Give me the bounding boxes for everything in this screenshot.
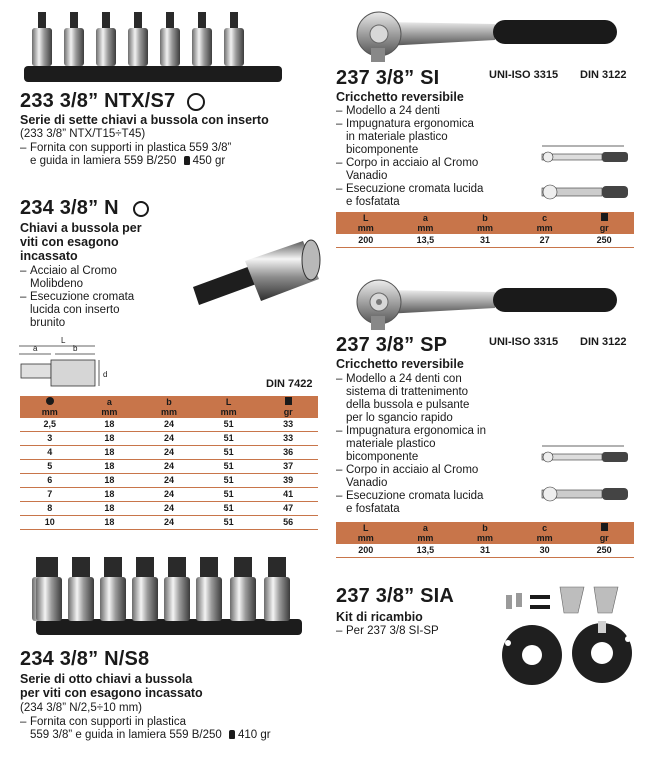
feature-line: sistema di trattenimento (346, 386, 469, 398)
feature-item (336, 105, 506, 118)
header-unit: mm (476, 533, 493, 543)
dimension-drawing (512, 440, 632, 514)
table-row (20, 488, 318, 502)
header-unit: mm (101, 407, 118, 417)
table-cell: 10 (20, 516, 80, 530)
table-cell: 18 (80, 488, 140, 502)
product-234-image (185, 235, 325, 320)
table-cell: 51 (199, 446, 259, 460)
table-cell: 51 (199, 474, 259, 488)
header-unit: mm (357, 533, 374, 543)
subtitle-line: Serie di otto chiavi a bussola (20, 672, 193, 686)
feature-line: – Corpo in acciaio al Cromo (346, 464, 479, 476)
table-cell: 6 (20, 474, 80, 488)
table-cell: 24 (139, 516, 199, 530)
product-237si-std1: UNI-ISO 3315 (489, 69, 559, 81)
feature-item (336, 425, 511, 464)
header-label: b (482, 213, 488, 223)
table-cell: 18 (80, 446, 140, 460)
product-237si-dimension-drawing (512, 140, 632, 210)
feature-line: Molibdeno (30, 278, 84, 290)
ratchet-si-illustration (345, 4, 625, 68)
feature-item (336, 157, 506, 183)
table-cell: 24 (139, 446, 199, 460)
product-237sia-title: 237 3/8” SIA (336, 585, 455, 607)
table-cell: 36 (258, 446, 318, 460)
feature-line: della bussola e pulsante (346, 399, 470, 411)
hex-symbol-icon (133, 201, 149, 217)
header-unit: mm (417, 223, 434, 233)
table-cell: 250 (574, 234, 634, 248)
table-cell: 31 (455, 544, 515, 558)
table-body (336, 544, 634, 558)
weight-icon (285, 397, 292, 405)
table-header-row (20, 396, 318, 418)
table-cell: 51 (199, 488, 259, 502)
weight-icon (229, 730, 235, 739)
header-label: L (225, 397, 232, 407)
product-237sia-features (336, 625, 496, 638)
feature-line: e fosfatata (346, 196, 400, 208)
table-cell: 51 (199, 432, 259, 446)
product-237sp-title: 237 3/8” SP (336, 334, 448, 356)
table-header-cell (396, 212, 456, 234)
table-row (20, 432, 318, 446)
header-label: b (166, 397, 172, 407)
table-cell: 24 (139, 502, 199, 516)
dimension-drawing (15, 340, 115, 395)
hex-socket-illustration (185, 235, 325, 320)
table-header-cell (139, 396, 199, 418)
dim-label-b: b (73, 344, 78, 353)
table-header-row (336, 522, 634, 544)
subtitle-line: viti con esagono (20, 235, 119, 249)
feature-item (20, 142, 320, 168)
feature-line: – Esecuzione cromata (30, 291, 135, 303)
feature-line: lucida con inserto (30, 304, 120, 316)
product-234s8-title: 234 3/8” N/S8 (20, 648, 150, 670)
product-237sp-subtitle: Cricchetto reversibile (336, 357, 464, 371)
feature-text: 559 3/8” e guida in lamiera 559 B/250 (30, 729, 222, 741)
dim-label-L: L (61, 336, 66, 345)
feature-item (336, 118, 506, 157)
header-unit: gr (599, 223, 609, 233)
product-233-title (20, 90, 205, 113)
table-header-cell (396, 522, 456, 544)
ratchet-sp-illustration (345, 272, 625, 336)
product-237sp-spec-table (336, 522, 634, 558)
table-header-cell (515, 212, 575, 234)
table-cell: 37 (258, 460, 318, 474)
header-label: L (363, 523, 369, 533)
spec-table (336, 212, 634, 248)
header-label: b (482, 523, 488, 533)
header-label: L (363, 213, 369, 223)
table-body (20, 418, 318, 530)
table-cell: 7 (20, 488, 80, 502)
table-cell: 18 (80, 516, 140, 530)
feature-line: Vanadio (346, 170, 388, 182)
header-unit: mm (220, 407, 237, 417)
header-unit: mm (417, 533, 434, 543)
feature-line (30, 155, 320, 168)
table-cell: 51 (199, 516, 259, 530)
subtitle-line: Chiavi a bussola per (20, 221, 142, 235)
product-234-title (20, 197, 149, 220)
table-header-cell (80, 396, 140, 418)
weight-icon (601, 523, 608, 531)
dimension-drawing (512, 140, 632, 210)
table-cell: 200 (336, 544, 396, 558)
product-233-subtitle: Serie di sette chiavi a bussola con inserto (20, 113, 269, 127)
weight-icon (601, 213, 608, 221)
table-header-cell (336, 212, 396, 234)
table-cell: 13,5 (396, 544, 456, 558)
feature-line: Vanadio (346, 477, 388, 489)
table-row (336, 234, 634, 248)
feature-line: – Modello a 24 denti con (346, 373, 462, 385)
product-237si-subtitle: Cricchetto reversibile (336, 90, 464, 104)
feature-line: – Impugnatura ergonomica (346, 118, 474, 130)
product-237sp-features (336, 373, 511, 516)
table-header-cell (336, 522, 396, 544)
torx-symbol-icon (187, 93, 205, 111)
header-unit: mm (536, 223, 553, 233)
product-234-standard: DIN 7422 (266, 378, 313, 390)
table-cell: 18 (80, 432, 140, 446)
table-cell: 24 (139, 488, 199, 502)
table-cell: 51 (199, 460, 259, 474)
feature-line (30, 729, 330, 742)
table-cell: 24 (139, 432, 199, 446)
table-cell: 200 (336, 234, 396, 248)
header-label: a (422, 523, 428, 533)
table-header-row (336, 212, 634, 234)
table-cell: 2,5 (20, 418, 80, 432)
hex-socket-set-illustration (30, 545, 310, 640)
feature-line: – Fornita con supporti in plastica 559 3/8” (30, 142, 232, 154)
table-row (20, 446, 318, 460)
repair-kit-illustration (498, 583, 643, 693)
table-cell: 27 (515, 234, 575, 248)
header-label: a (422, 213, 428, 223)
product-233-weight: 450 gr (192, 155, 226, 167)
table-row (20, 502, 318, 516)
table-cell: 8 (20, 502, 80, 516)
feature-line: per lo sgancio rapido (346, 412, 453, 424)
product-234s8-image (30, 545, 310, 640)
table-cell: 24 (139, 460, 199, 474)
subtitle-line: incassato (20, 249, 78, 263)
header-unit: mm (41, 407, 58, 417)
table-cell: 4 (20, 446, 80, 460)
header-unit: mm (357, 223, 374, 233)
table-header-cell (199, 396, 259, 418)
product-234s8-subtitle (20, 672, 203, 700)
product-233-code: 233 3/8” NTX/S7 (20, 90, 176, 112)
table-row (20, 418, 318, 432)
table-cell: 56 (258, 516, 318, 530)
feature-line: – Corpo in acciaio al Cromo (346, 157, 479, 169)
feature-line: materiale plastico (346, 438, 436, 450)
table-cell: 41 (258, 488, 318, 502)
feature-line: – Impugnatura ergonomica in (346, 425, 486, 437)
table-cell: 24 (139, 418, 199, 432)
table-cell: 13,5 (396, 234, 456, 248)
table-header-cell (455, 212, 515, 234)
product-233-range: (233 3/8” NTX/T15÷T45) (20, 128, 146, 140)
table-header-cell (574, 522, 634, 544)
product-237si-features (336, 105, 506, 209)
feature-line: – Fornita con supporti in plastica (30, 716, 186, 728)
feature-line: brunito (30, 317, 66, 329)
hex-key-icon (46, 397, 54, 405)
product-234-dimension-drawing (15, 336, 115, 395)
feature-line: e fosfatata (346, 503, 400, 515)
table-cell: 18 (80, 502, 140, 516)
header-label: a (106, 397, 112, 407)
feature-item (336, 625, 496, 638)
table-header-cell (20, 396, 80, 418)
feature-item (20, 291, 160, 330)
header-label: c (542, 213, 548, 223)
table-row (20, 474, 318, 488)
feature-line: – Esecuzione cromata lucida (346, 183, 484, 195)
product-237sia-subtitle: Kit di ricambio (336, 610, 423, 624)
feature-line: bicomponente (346, 451, 419, 463)
table-cell: 39 (258, 474, 318, 488)
weight-icon (184, 156, 190, 165)
dim-label-d: d (103, 370, 108, 379)
header-unit: mm (536, 533, 553, 543)
product-233-image (20, 8, 290, 88)
table-row (20, 516, 318, 530)
torx-socket-set-illustration (20, 8, 290, 88)
feature-line: – Modello a 24 denti (346, 105, 440, 117)
product-237sp-std1: UNI-ISO 3315 (489, 336, 559, 348)
feature-item (336, 490, 511, 516)
table-header-cell (455, 522, 515, 544)
table-cell: 51 (199, 418, 259, 432)
table-cell: 33 (258, 418, 318, 432)
table-cell: 33 (258, 432, 318, 446)
header-label: c (542, 523, 548, 533)
table-cell: 51 (199, 502, 259, 516)
header-unit: mm (476, 223, 493, 233)
product-234s8-range: (234 3/8” N/2,5÷10 mm) (20, 702, 142, 714)
product-234-code: 234 3/8” N (20, 197, 119, 219)
product-234-features (20, 265, 160, 330)
feature-item (336, 183, 506, 209)
table-cell: 18 (80, 460, 140, 474)
product-237sp-image (345, 272, 625, 336)
table-cell: 3 (20, 432, 80, 446)
table-header-cell (258, 396, 318, 418)
product-237si-spec-table (336, 212, 634, 248)
feature-line: in materiale plastico (346, 131, 448, 143)
product-237si-std2: DIN 3122 (580, 69, 627, 81)
feature-line: – Esecuzione cromata lucida (346, 490, 484, 502)
subtitle-line: per viti con esagono incassato (20, 686, 203, 700)
header-unit: gr (599, 533, 609, 543)
table-cell: 31 (455, 234, 515, 248)
product-237sia-image (498, 583, 643, 693)
table-cell: 5 (20, 460, 80, 474)
table-cell: 30 (515, 544, 575, 558)
product-237sp-dimension-drawing (512, 440, 632, 514)
product-234-subtitle (20, 221, 142, 263)
table-cell: 47 (258, 502, 318, 516)
table-body (336, 234, 634, 248)
product-234s8-features (20, 716, 330, 742)
table-row (336, 544, 634, 558)
table-cell: 250 (574, 544, 634, 558)
feature-line: bicomponente (346, 144, 419, 156)
product-237si-image (345, 4, 625, 68)
spec-table (20, 396, 318, 530)
feature-item (336, 373, 511, 425)
table-cell: 18 (80, 418, 140, 432)
table-cell: 24 (139, 474, 199, 488)
table-cell: 18 (80, 474, 140, 488)
header-unit: mm (160, 407, 177, 417)
table-header-cell (574, 212, 634, 234)
feature-item (20, 716, 330, 742)
dim-label-a: a (33, 344, 38, 353)
feature-line: – Per 237 3/8 SI-SP (346, 625, 439, 637)
table-header-cell (515, 522, 575, 544)
feature-item (20, 265, 160, 291)
table-row (20, 460, 318, 474)
product-233-features (20, 142, 320, 168)
product-234s8-weight: 410 gr (238, 729, 271, 741)
product-237sp-std2: DIN 3122 (580, 336, 627, 348)
feature-line: – Acciaio al Cromo (30, 265, 117, 277)
product-237si-title: 237 3/8” SI (336, 67, 440, 89)
feature-item (336, 464, 511, 490)
spec-table (336, 522, 634, 558)
header-unit: gr (283, 407, 293, 417)
feature-text: e guida in lamiera 559 B/250 (30, 155, 177, 167)
product-234-spec-table (20, 396, 318, 530)
